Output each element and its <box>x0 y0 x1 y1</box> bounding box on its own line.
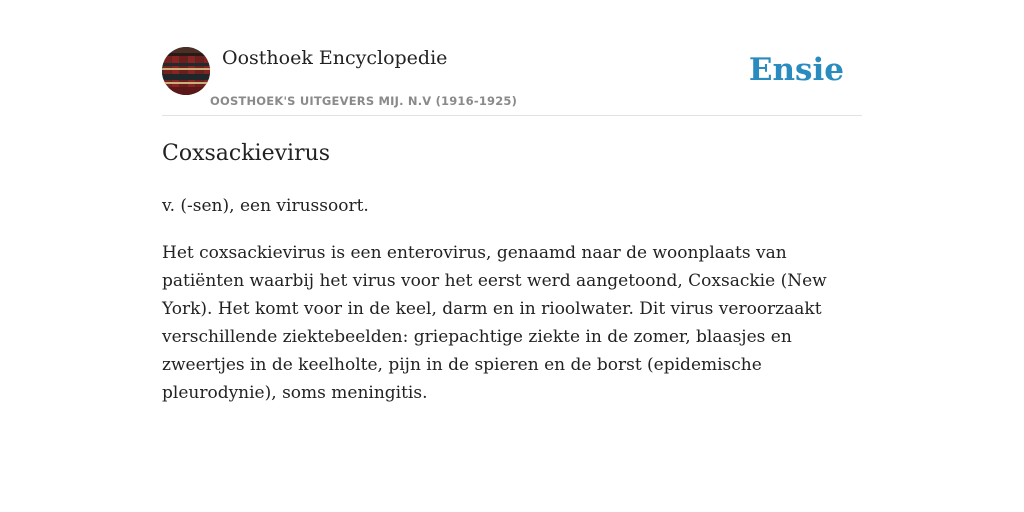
article <box>162 136 862 407</box>
ensie-logo[interactable]: Ensie <box>748 52 844 88</box>
site-title[interactable]: Oosthoek Encyclopedie <box>222 47 448 69</box>
site-header <box>162 0 862 116</box>
publisher-label: OOSTHOEK'S UITGEVERS MIJ. N.V (1916-1925) <box>210 94 518 108</box>
article-body: Het coxsackievirus is een enterovirus, genaamd naar de woonplaats van patiënten waarbij het virus voor het eerst werd aangetoond, Coxsackie (New York). Het komt voor in de keel, darm en in rioolwater. Dit virus veroorzaakt verschillende ziektebeelden: griepachtige ziekte in de zomer, blaasjes en zweertjes in de keelholte, pijn in de spieren en de borst (epidemische pleurodynie), soms meningitis. <box>162 243 827 403</box>
encyclopedia-books-icon[interactable] <box>162 47 210 95</box>
article-title: Coxsackievirus <box>162 141 331 166</box>
article-definition: v. (-sen), een virussoort. <box>162 196 369 216</box>
